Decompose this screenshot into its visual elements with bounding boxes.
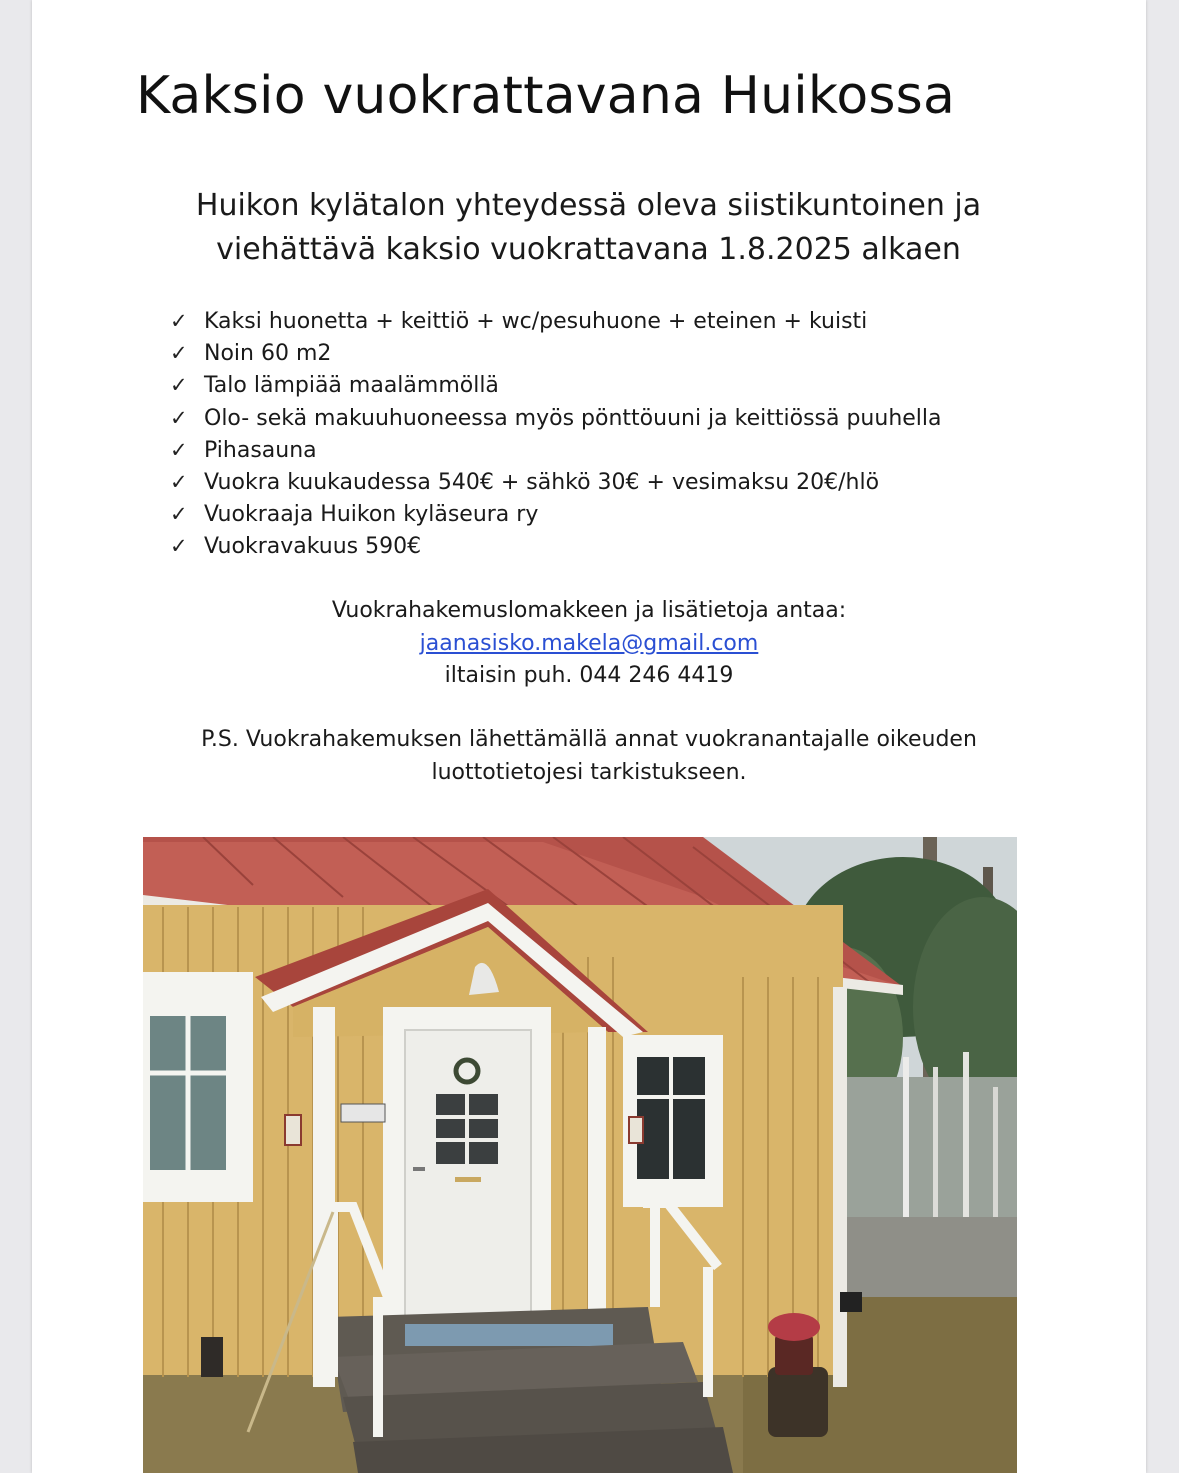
ps-note [32, 724, 1146, 789]
feature-item [170, 434, 942, 466]
check-icon: ✓ [170, 502, 188, 527]
check-icon: ✓ [170, 309, 188, 333]
contact-phone: iltaisin puh. 044 246 4419 [444, 663, 734, 688]
ps-line-1: P.S. Vuokrahakemuksen lähettämällä annat vuokranantajalle oikeuden [201, 727, 977, 752]
contact-email-link[interactable]: jaanasisko.makela@gmail.com [419, 630, 759, 656]
feature-item [170, 466, 942, 498]
check-icon: ✓ [170, 373, 188, 398]
feature-item [170, 498, 942, 530]
check-icon: ✓ [170, 469, 188, 494]
subtitle-line-2: viehättävä kaksio vuokrattavana 1.8.2025 alkaen [216, 232, 961, 267]
front-door [383, 1007, 551, 1317]
feature-item [170, 305, 942, 337]
feature-text: Kaksi huonetta + keittiö + wc/pesuhuone + eteinen + kuisti [204, 309, 868, 334]
document-page [32, 0, 1146, 1473]
check-icon: ✓ [170, 437, 188, 462]
feature-item [170, 337, 942, 369]
ps-line-2: luottotietojesi tarkistukseen. [431, 759, 747, 785]
document-title: Kaksio vuokrattavana Huikossa [136, 66, 956, 126]
feature-text: Talo lämpiää maalämmöllä [204, 373, 499, 399]
feature-text: Olo- sekä makuuhuoneessa myös pönttöuuni ja keittiössä puuhella [204, 405, 942, 431]
feature-text: Vuokra kuukaudessa 540€ + sähkö 30€ + vesimaksu 20€/hlö [204, 469, 880, 495]
check-icon: ✓ [170, 534, 188, 559]
house-photo [143, 837, 1017, 1473]
feature-text: Pihasauna [204, 437, 317, 463]
house-illustration [143, 837, 1017, 1473]
contact-block [32, 595, 1146, 693]
left-window [143, 972, 253, 1202]
feature-list [170, 305, 942, 563]
feature-item [170, 530, 942, 562]
check-icon: ✓ [170, 405, 188, 430]
feature-text: Vuokravakuus 590€ [204, 534, 422, 560]
subtitle-line-1: Huikon kylätalon yhteydessä oleva siistikuntoinen ja [195, 188, 982, 223]
feature-item [170, 402, 942, 434]
contact-intro: Vuokrahakemuslomakkeen ja lisätietoja antaa: [331, 598, 847, 623]
tree-stump [768, 1367, 828, 1437]
feature-text: Noin 60 m2 [204, 341, 332, 367]
check-icon: ✓ [170, 341, 188, 366]
feature-text: Vuokraaja Huikon kyläseura ry [204, 502, 539, 528]
document-subtitle [112, 184, 1065, 272]
feature-item [170, 369, 942, 401]
